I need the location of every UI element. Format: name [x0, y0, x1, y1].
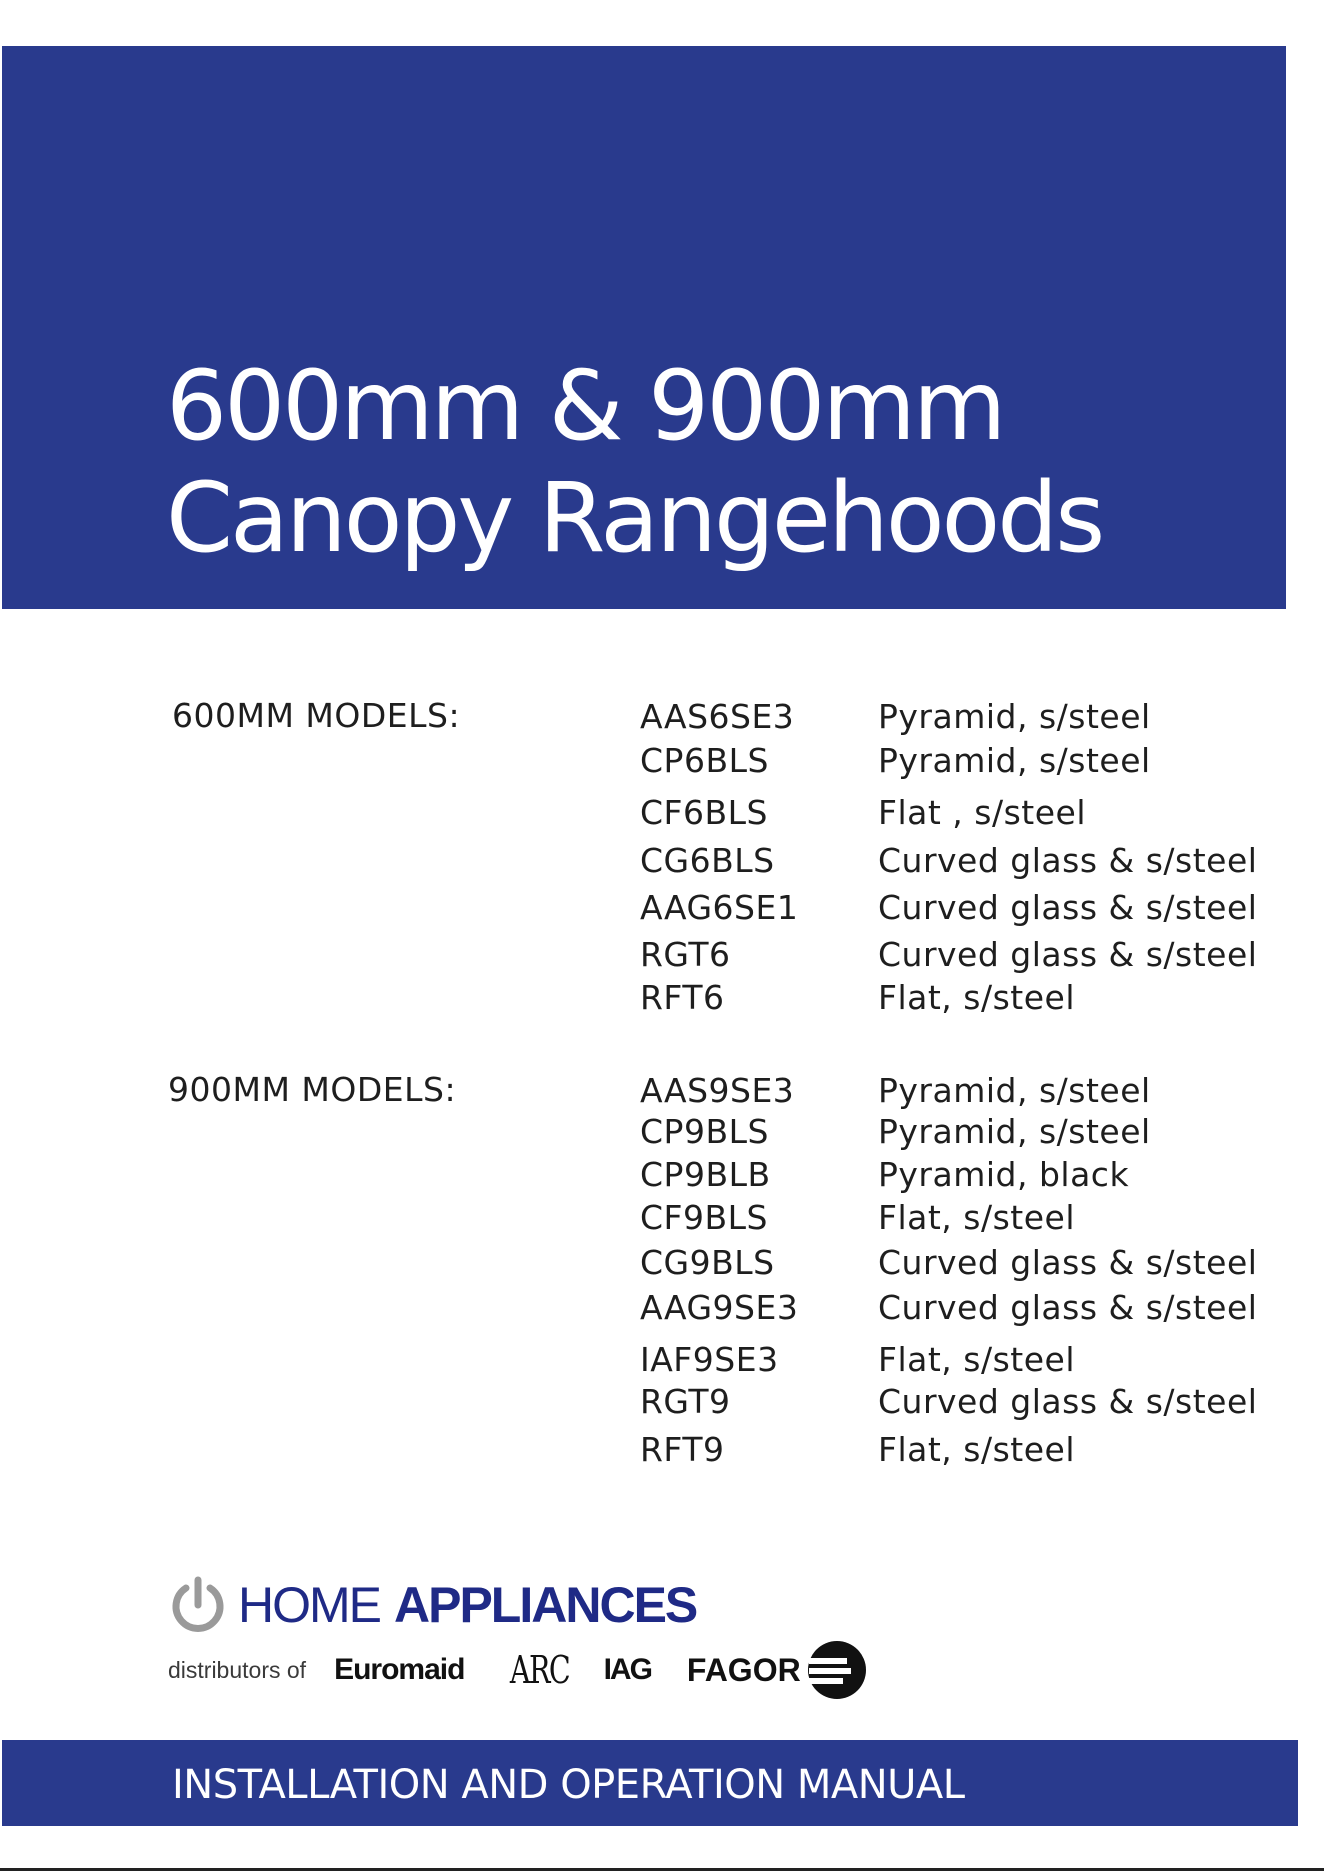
model-row	[0, 1382, 1324, 1426]
model-code: IAF9SE3	[640, 1340, 779, 1379]
model-code: CP9BLB	[640, 1155, 771, 1194]
model-description: Flat , s/steel	[878, 793, 1086, 832]
model-description: Pyramid, s/steel	[878, 1112, 1151, 1151]
model-row	[0, 1155, 1324, 1199]
model-description: Curved glass & s/steel	[878, 1382, 1258, 1421]
model-row	[0, 1288, 1324, 1332]
manual-title: INSTALLATION AND OPERATION MANUAL	[172, 1762, 965, 1808]
model-description: Pyramid, s/steel	[878, 1071, 1151, 1110]
model-code: CP9BLS	[640, 1112, 769, 1151]
model-row	[0, 1071, 1324, 1115]
model-row	[0, 741, 1324, 785]
distributors-label: distributors of	[168, 1656, 307, 1683]
title-line-2: Canopy Rangehoods	[166, 462, 1103, 574]
model-row	[0, 1430, 1324, 1474]
model-row	[0, 1243, 1324, 1287]
model-code: AAG9SE3	[640, 1288, 799, 1327]
brand-logo	[168, 1570, 696, 1640]
model-row	[0, 1112, 1324, 1156]
model-row	[0, 978, 1324, 1022]
model-code: CF9BLS	[640, 1198, 768, 1237]
model-code: AAS6SE3	[640, 697, 795, 736]
model-description: Flat, s/steel	[878, 1198, 1076, 1237]
model-row	[0, 841, 1324, 885]
model-row	[0, 697, 1324, 741]
model-code: AAG6SE1	[640, 888, 799, 927]
euromaid-logo: Euromaid	[334, 1653, 465, 1686]
model-code: CF6BLS	[640, 793, 768, 832]
section-heading: 900MM MODELS:	[168, 1070, 457, 1109]
model-row	[0, 888, 1324, 932]
page-title	[166, 350, 1102, 574]
arc-logo: ARC	[510, 1648, 570, 1692]
model-description: Pyramid, s/steel	[878, 697, 1151, 736]
title-line-1: 600mm & 900mm	[166, 350, 1004, 462]
fagor-logo: FAGOR	[686, 1651, 801, 1688]
model-description: Curved glass & s/steel	[878, 888, 1258, 927]
brand-name-bold: APPLIANCES	[394, 1577, 697, 1633]
model-description: Flat, s/steel	[878, 978, 1076, 1017]
model-row	[0, 1198, 1324, 1242]
model-code: CG9BLS	[640, 1243, 775, 1282]
model-description: Curved glass & s/steel	[878, 1243, 1258, 1282]
model-row	[0, 1340, 1324, 1384]
model-row	[0, 935, 1324, 979]
model-row	[0, 793, 1324, 837]
model-code: RFT9	[640, 1430, 725, 1469]
section-heading: 600MM MODELS:	[172, 696, 461, 735]
model-description: Curved glass & s/steel	[878, 935, 1258, 974]
model-code: RGT6	[640, 935, 731, 974]
distributors-row	[168, 1640, 948, 1700]
fagor-icon	[805, 1638, 869, 1702]
bottom-rule	[0, 1868, 1324, 1871]
model-description: Flat, s/steel	[878, 1340, 1076, 1379]
model-code: RGT9	[640, 1382, 731, 1421]
model-description: Flat, s/steel	[878, 1430, 1076, 1469]
model-description: Pyramid, s/steel	[878, 741, 1151, 780]
model-description: Curved glass & s/steel	[878, 1288, 1258, 1327]
iag-logo: IAG	[603, 1653, 651, 1686]
model-description: Pyramid, black	[878, 1155, 1130, 1194]
model-code: CP6BLS	[640, 741, 769, 780]
model-code: CG6BLS	[640, 841, 775, 880]
model-description: Curved glass & s/steel	[878, 841, 1258, 880]
power-icon	[168, 1575, 228, 1635]
model-code: RFT6	[640, 978, 725, 1017]
model-code: AAS9SE3	[640, 1071, 795, 1110]
brand-name-light: HOME	[238, 1577, 380, 1633]
